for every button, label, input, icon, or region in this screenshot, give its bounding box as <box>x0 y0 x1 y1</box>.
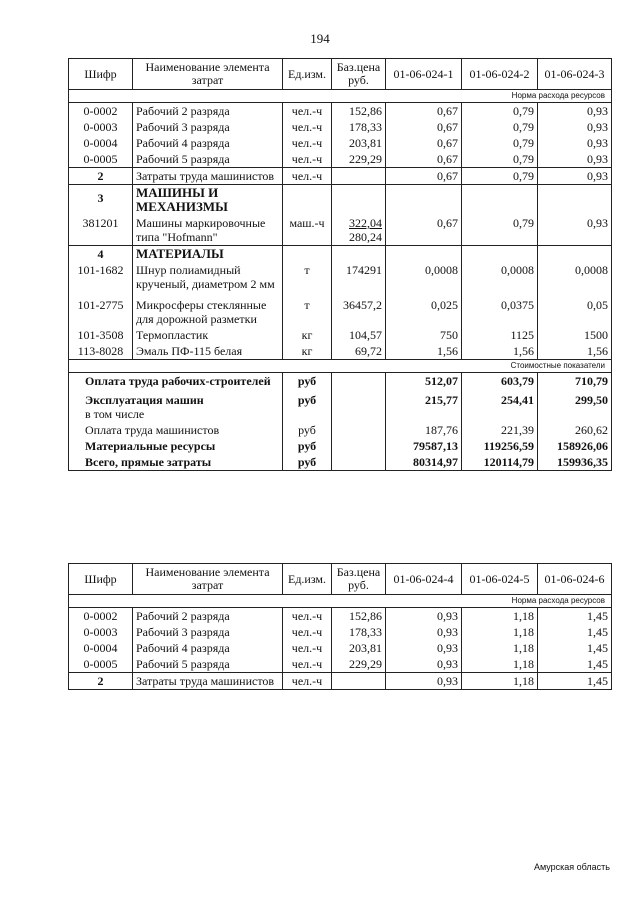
row-value: 0,93 <box>386 673 462 690</box>
row-value: 0,0008 <box>462 262 538 292</box>
row-unit: чел.-ч <box>283 168 332 185</box>
row-price: 152,86 <box>332 608 386 625</box>
cost-name: Материальные ресурсы <box>69 438 283 454</box>
row-value: 0,67 <box>386 151 462 168</box>
row-code: 0-0003 <box>69 119 133 135</box>
header-column: 01-06-024-3 <box>538 59 612 90</box>
cost-unit: руб <box>283 438 332 454</box>
row-price: 104,57 <box>332 327 386 343</box>
row-unit: чел.-ч <box>283 151 332 168</box>
row-code: 113-8028 <box>69 343 133 360</box>
header-price: Баз.цена руб. <box>332 564 386 595</box>
table-row <box>69 215 612 246</box>
row-value: 0,67 <box>386 135 462 151</box>
cost-name: Всего, прямые затраты <box>69 454 283 471</box>
row-price: 36457,2 <box>332 292 386 327</box>
row-value: 1125 <box>462 327 538 343</box>
header-price: Баз.цена руб. <box>332 59 386 90</box>
cost-value: 187,76 <box>386 422 462 438</box>
header-column: 01-06-024-4 <box>386 564 462 595</box>
table-row <box>69 151 612 168</box>
cost-row <box>69 422 612 438</box>
row-value: 0,79 <box>462 119 538 135</box>
section-title: МАТЕРИАЛЫ <box>133 246 283 263</box>
row-value: 0,0008 <box>538 262 612 292</box>
table-row <box>69 673 612 690</box>
row-code: 101-1682 <box>69 262 133 292</box>
row-value: 0,93 <box>538 151 612 168</box>
cost-value: 512,07 <box>386 373 462 390</box>
row-code: 0-0002 <box>69 608 133 625</box>
row-value: 0,67 <box>386 119 462 135</box>
cost-unit: руб <box>283 422 332 438</box>
cost-value: 119256,59 <box>462 438 538 454</box>
row-value: 0,93 <box>386 640 462 656</box>
row-code: 381201 <box>69 215 133 246</box>
row-value: 1,18 <box>462 656 538 673</box>
cost-value: 120114,79 <box>462 454 538 471</box>
cost-value: 158926,06 <box>538 438 612 454</box>
row-value: 0,67 <box>386 168 462 185</box>
row-code: 101-2775 <box>69 292 133 327</box>
row-price: 152,86 <box>332 103 386 120</box>
row-value: 1500 <box>538 327 612 343</box>
row-value: 0,05 <box>538 292 612 327</box>
row-name: Рабочий 5 разряда <box>133 151 283 168</box>
row-price: 178,33 <box>332 119 386 135</box>
norm-subheader: Норма расхода ресурсов <box>69 595 612 608</box>
row-value: 0,93 <box>538 135 612 151</box>
table-row <box>69 624 612 640</box>
cost-name: Оплата труда машинистов <box>69 422 283 438</box>
row-name: Термопластик <box>133 327 283 343</box>
row-value: 0,0375 <box>462 292 538 327</box>
header-unit: Ед.изм. <box>283 564 332 595</box>
row-code: 0-0004 <box>69 640 133 656</box>
table-row <box>69 656 612 673</box>
row-value: 0,93 <box>538 215 612 246</box>
row-price: 229,29 <box>332 656 386 673</box>
row-unit: кг <box>283 327 332 343</box>
cost-unit: руб <box>283 389 332 422</box>
row-code: 0-0005 <box>69 151 133 168</box>
cost-row <box>69 389 612 422</box>
row-code: 101-3508 <box>69 327 133 343</box>
machinist-price: 280,24 <box>349 230 382 244</box>
row-value: 0,79 <box>462 135 538 151</box>
table-row <box>69 640 612 656</box>
table-row <box>69 262 612 292</box>
row-price <box>332 673 386 690</box>
header-name: Наименование элемента затрат <box>133 59 283 90</box>
header-name: Наименование элемента затрат <box>133 564 283 595</box>
row-unit: чел.-ч <box>283 656 332 673</box>
row-value: 0,025 <box>386 292 462 327</box>
row-value: 750 <box>386 327 462 343</box>
cost-name: Эксплуатация машин <box>85 393 204 407</box>
row-value: 1,56 <box>538 343 612 360</box>
row-value: 0,79 <box>462 215 538 246</box>
row-value: 1,45 <box>538 673 612 690</box>
row-code: 2 <box>69 673 133 690</box>
row-value: 1,45 <box>538 608 612 625</box>
cost-unit: руб <box>283 454 332 471</box>
cost-value: 221,39 <box>462 422 538 438</box>
row-value: 0,93 <box>538 168 612 185</box>
row-code: 0-0002 <box>69 103 133 120</box>
row-value: 0,79 <box>462 151 538 168</box>
row-price: 229,29 <box>332 151 386 168</box>
row-unit: т <box>283 262 332 292</box>
row-value: 0,93 <box>386 656 462 673</box>
cost-row <box>69 438 612 454</box>
row-name: Рабочий 4 разряда <box>133 640 283 656</box>
row-value: 0,93 <box>386 608 462 625</box>
row-unit: маш.-ч <box>283 215 332 246</box>
row-name: Микросферы стеклянные для дорожной разметки <box>133 292 283 327</box>
row-price: 203,81 <box>332 135 386 151</box>
row-value: 1,56 <box>462 343 538 360</box>
header-unit: Ед.изм. <box>283 59 332 90</box>
header-code: Шифр <box>69 59 133 90</box>
cost-name: Оплата труда рабочих-строителей <box>69 373 283 390</box>
table-row <box>69 135 612 151</box>
row-unit: чел.-ч <box>283 135 332 151</box>
section-code: 4 <box>69 246 133 263</box>
row-unit: чел.-ч <box>283 640 332 656</box>
resource-table-2 <box>68 563 612 690</box>
cost-value: 159936,35 <box>538 454 612 471</box>
row-value: 1,56 <box>386 343 462 360</box>
table-row <box>69 327 612 343</box>
header-code: Шифр <box>69 564 133 595</box>
including-label: в том числе <box>85 407 145 421</box>
row-value: 0,93 <box>386 624 462 640</box>
row-code: 0-0003 <box>69 624 133 640</box>
row-price <box>332 168 386 185</box>
row-name: Рабочий 2 разряда <box>133 103 283 120</box>
header-column: 01-06-024-1 <box>386 59 462 90</box>
row-unit: т <box>283 292 332 327</box>
resource-table-1 <box>68 58 612 471</box>
table-row <box>69 119 612 135</box>
table-row <box>69 292 612 327</box>
row-value: 0,93 <box>538 103 612 120</box>
row-unit: чел.-ч <box>283 103 332 120</box>
row-value: 0,79 <box>462 103 538 120</box>
table-row <box>69 608 612 625</box>
header-column: 01-06-024-2 <box>462 59 538 90</box>
row-value: 1,18 <box>462 673 538 690</box>
row-name: Затраты труда машинистов <box>133 168 283 185</box>
section-title: МАШИНЫ И МЕХАНИЗМЫ <box>133 185 283 216</box>
row-value: 1,18 <box>462 640 538 656</box>
row-name: Эмаль ПФ-115 белая <box>133 343 283 360</box>
row-unit: чел.-ч <box>283 673 332 690</box>
row-value: 0,0008 <box>386 262 462 292</box>
cost-value: 215,77 <box>386 389 462 422</box>
row-price: 203,81 <box>332 640 386 656</box>
table-row <box>69 103 612 120</box>
cost-value: 299,50 <box>538 389 612 422</box>
row-name: Затраты труда машинистов <box>133 673 283 690</box>
row-unit: чел.-ч <box>283 624 332 640</box>
table-row <box>69 343 612 360</box>
cost-row <box>69 454 612 471</box>
row-value: 1,18 <box>462 608 538 625</box>
header-column: 01-06-024-5 <box>462 564 538 595</box>
norm-subheader: Норма расхода ресурсов <box>69 90 612 103</box>
cost-value: 260,62 <box>538 422 612 438</box>
section-row <box>69 185 612 216</box>
section-code: 3 <box>69 185 133 216</box>
cost-value: 603,79 <box>462 373 538 390</box>
row-name: Рабочий 2 разряда <box>133 608 283 625</box>
row-price <box>332 215 386 246</box>
row-code: 2 <box>69 168 133 185</box>
row-value: 0,67 <box>386 103 462 120</box>
cost-unit: руб <box>283 373 332 390</box>
row-value: 1,18 <box>462 624 538 640</box>
page-number: 194 <box>310 31 330 46</box>
row-name: Рабочий 5 разряда <box>133 656 283 673</box>
region-footer: Амурская область <box>533 862 610 872</box>
row-value: 1,45 <box>538 640 612 656</box>
section-row <box>69 246 612 263</box>
table-row <box>69 168 612 185</box>
cost-row <box>69 373 612 390</box>
row-unit: чел.-ч <box>283 119 332 135</box>
row-unit: кг <box>283 343 332 360</box>
row-name: Рабочий 4 разряда <box>133 135 283 151</box>
cost-subheader: Стоимостные показатели <box>69 360 612 373</box>
cost-value: 710,79 <box>538 373 612 390</box>
row-value: 0,93 <box>538 119 612 135</box>
row-value: 1,45 <box>538 656 612 673</box>
row-price: 69,72 <box>332 343 386 360</box>
row-value: 1,45 <box>538 624 612 640</box>
row-value: 0,67 <box>386 215 462 246</box>
header-column: 01-06-024-6 <box>538 564 612 595</box>
row-price: 178,33 <box>332 624 386 640</box>
row-unit: чел.-ч <box>283 608 332 625</box>
cost-value: 79587,13 <box>386 438 462 454</box>
row-price: 174291 <box>332 262 386 292</box>
row-value: 0,79 <box>462 168 538 185</box>
row-code: 0-0005 <box>69 656 133 673</box>
machine-price: 322,04 <box>349 216 382 230</box>
row-name: Рабочий 3 разряда <box>133 119 283 135</box>
row-code: 0-0004 <box>69 135 133 151</box>
row-name: Рабочий 3 разряда <box>133 624 283 640</box>
row-name: Машины маркировочные типа "Hofmann" <box>133 215 283 246</box>
row-name: Шнур полиамидный крученый, диаметром 2 мм <box>133 262 283 292</box>
cost-value: 80314,97 <box>386 454 462 471</box>
cost-value: 254,41 <box>462 389 538 422</box>
